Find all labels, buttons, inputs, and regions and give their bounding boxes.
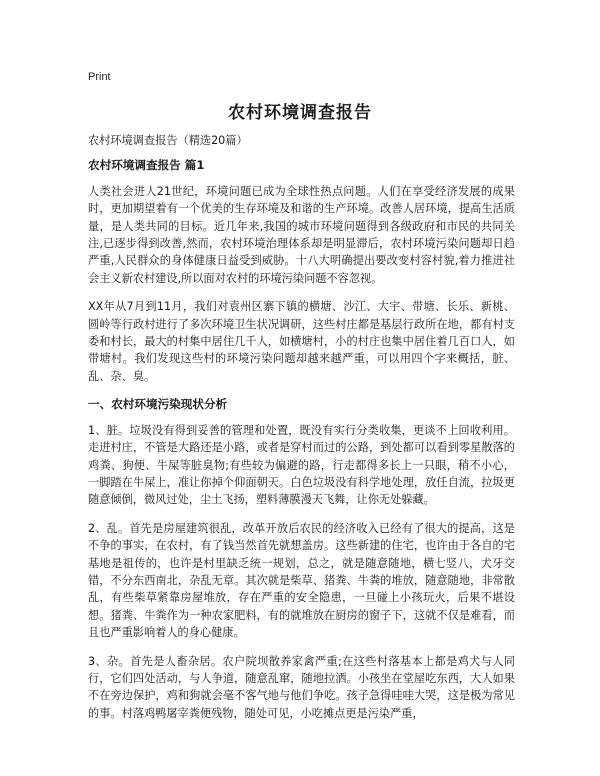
- body-paragraph: 3、杂。首先是人畜杂居。农户院坝散养家禽严重;在这些村落基本上都是鸡犬与人同行，它们四处活动，与人争道，随意乱窜，随地拉洒。小孩坐在堂屋吃东西，大人如果不在旁边保护，鸡和狗就会毫不客气地与他们争吃。孩子急得哇哇大哭，这是极为常见的事。村落鸡鸭屠宰粪便残物，随处可见，小吃摊点更是污染严重，: [88, 654, 515, 720]
- body-paragraph: XX年从7月到11月，我们对袁州区寨下镇的横塘、沙江、大宇、带塘、长乐、新桃、圆岭等行政村进行了多次环境卫生状况调研，这些村庄都是基层行政所在地，都有村支委和村长，最大的村集中居住几千人，如横塘村，小的村庄也集中居住着几百口人，如带塘村。我们发现这些村的环境污染问题却越来越严重，可以用四个字来概括，脏、乱、杂、臭。: [88, 300, 515, 383]
- article-heading: 农村环境调查报告 篇1: [88, 158, 205, 173]
- document-subtitle: 农村环境调查报告（精选20篇）: [88, 134, 248, 147]
- body-paragraph: 1、脏。垃圾没有得到妥善的管理和处置，既没有实行分类收集，更谈不上回收利用。走进村庄，不管是大路还是小路，或者是穿村而过的公路，到处都可以看到零星散落的鸡粪、狗便、牛屎等脏臭物;有些较为偏避的路，行走都得多长上一只眼，稍不小心，一脚踏在牛屎上，准让你掉个仰面朝天。白色垃圾没有科学地处理，放任自流，拉圾更随意倾倒，微风过处，尘土飞扬，塑料薄膜漫天飞舞，让你无处躲藏。: [88, 423, 515, 507]
- section-heading: 一、农村环境污染现状分析: [88, 397, 228, 412]
- body-paragraph: 2、乱。首先是房屋建筑很乱，改革开放后农民的经济收入已经有了很大的提高，这是不争的事实，在农村，有了钱当然首先就想盖房。这些新建的住宅，也许由于各自的宅基地是祖传的，也许是村里缺乏统一规划，总之，就是随意随地，横七竖八，犬牙交错，不分东西南北，杂乱无章。其次就是柴草、猪粪、牛粪的堆放，随意随地，非常散乱，有些柴草紧靠房屋堆放，存在严重的安全隐患，一旦碰上小孩玩火，后果不堪设想。猪粪、牛粪作为一种农家肥料，有的就堆放在厨房的窗子下，这就不仅是难看，而且也严重影响着人的身心健康。: [88, 521, 515, 640]
- print-link[interactable]: Print: [88, 71, 111, 83]
- document-body: [88, 132, 515, 733]
- page-title: 农村环境调查报告: [228, 103, 372, 123]
- body-paragraph: 人类社会进人21世纪，环境问题已成为全球性热点问题。人们在享受经济发展的成果时，更加期望着有一个优美的生存环境及和谐的生产环境。改善人居环境，提高生活质量，是人类共同的目标。近几年来,我国的城市环境问题得到各级政府和市民的共同关注,已逐步得到改善,然而，农村环境治理体系却是明显滞后，农村环境污染问题却日趋严重,人民群众的身体健康日益受到威胁。十八大明确提出要改变村容村貌,着力推进社会主义新农村建设,所以面对农村的环境污染问题不容忽视。: [88, 184, 515, 285]
